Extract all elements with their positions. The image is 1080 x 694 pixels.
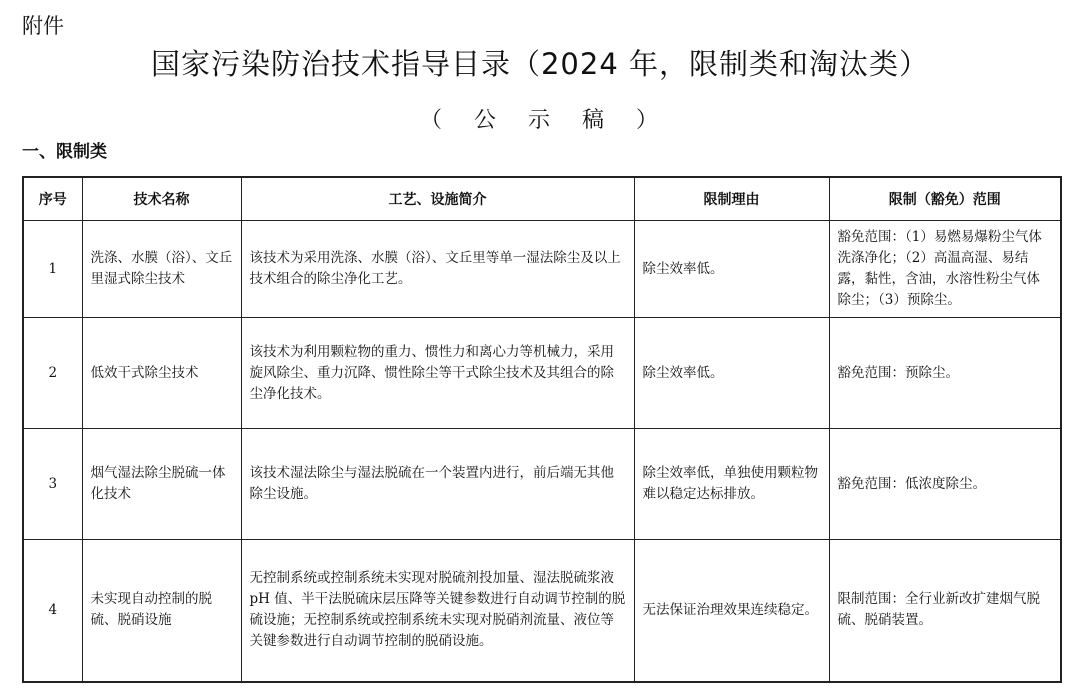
document-title: 国家污染防治技术指导目录（2024 年，限制类和淘汰类） <box>150 47 930 81</box>
row-reason: 除尘效率低。 <box>634 318 829 429</box>
header-scope: 限制（豁免）范围 <box>829 177 1061 221</box>
attachment-label: 附件 <box>22 14 64 38</box>
table-header-row <box>23 177 1061 221</box>
header-process: 工艺、设施简介 <box>241 177 634 221</box>
header-reason: 限制理由 <box>634 177 829 221</box>
row-reason: 除尘效率低，单独使用颗粒物难以稳定达标排放。 <box>634 429 829 540</box>
table-row <box>23 221 1061 318</box>
row-process: 该技术湿法除尘与湿法脱硫在一个装置内进行，前后端无其他除尘设施。 <box>241 429 634 540</box>
row-scope: 豁免范围：低浓度除尘。 <box>829 429 1061 540</box>
header-tech-name: 技术名称 <box>82 177 241 221</box>
table-row <box>23 540 1061 682</box>
header-no: 序号 <box>23 177 82 221</box>
row-process: 该技术为利用颗粒物的重力、惯性力和离心力等机械力，采用旋风除尘、重力沉降、惯性除尘等干式除尘技术及其组合的除尘净化技术。 <box>241 318 634 429</box>
row-process: 该技术为采用洗涤、水膜（浴）、文丘里等单一湿法除尘及以上技术组合的除尘净化工艺。 <box>241 221 634 318</box>
section-heading: 一、限制类 <box>22 142 107 162</box>
row-no: 4 <box>23 540 82 682</box>
table-row <box>23 318 1061 429</box>
row-scope: 豁免范围：预除尘。 <box>829 318 1061 429</box>
row-process: 无控制系统或控制系统未实现对脱硫剂投加量、湿法脱硫浆液 pH 值、半干法脱硫床层压降等关键参数进行自动调节控制的脱硫设施；无控制系统或控制系统未实现对脱硝剂流量、液位等关键参数进行自动调节控制的脱硝设施。 <box>241 540 634 682</box>
row-reason: 无法保证治理效果连续稳定。 <box>634 540 829 682</box>
row-reason: 除尘效率低。 <box>634 221 829 318</box>
row-no: 1 <box>23 221 82 318</box>
row-scope: 豁免范围：（1）易燃易爆粉尘气体洗涤净化；（2）高温高湿、易结露，黏性，含油，水溶性粉尘气体除尘；（3）预除尘。 <box>829 221 1061 318</box>
document-subtitle: （公示稿） <box>419 108 690 133</box>
row-no: 3 <box>23 429 82 540</box>
row-tech-name: 洗涤、水膜（浴）、文丘里湿式除尘技术 <box>82 221 241 318</box>
row-tech-name: 烟气湿法除尘脱硫一体化技术 <box>82 429 241 540</box>
row-no: 2 <box>23 318 82 429</box>
row-tech-name: 低效干式除尘技术 <box>82 318 241 429</box>
table-row <box>23 429 1061 540</box>
row-tech-name: 未实现自动控制的脱硫、脱硝设施 <box>82 540 241 682</box>
row-scope: 限制范围：全行业新改扩建烟气脱硫、脱硝装置。 <box>829 540 1061 682</box>
restriction-table <box>22 176 1062 683</box>
